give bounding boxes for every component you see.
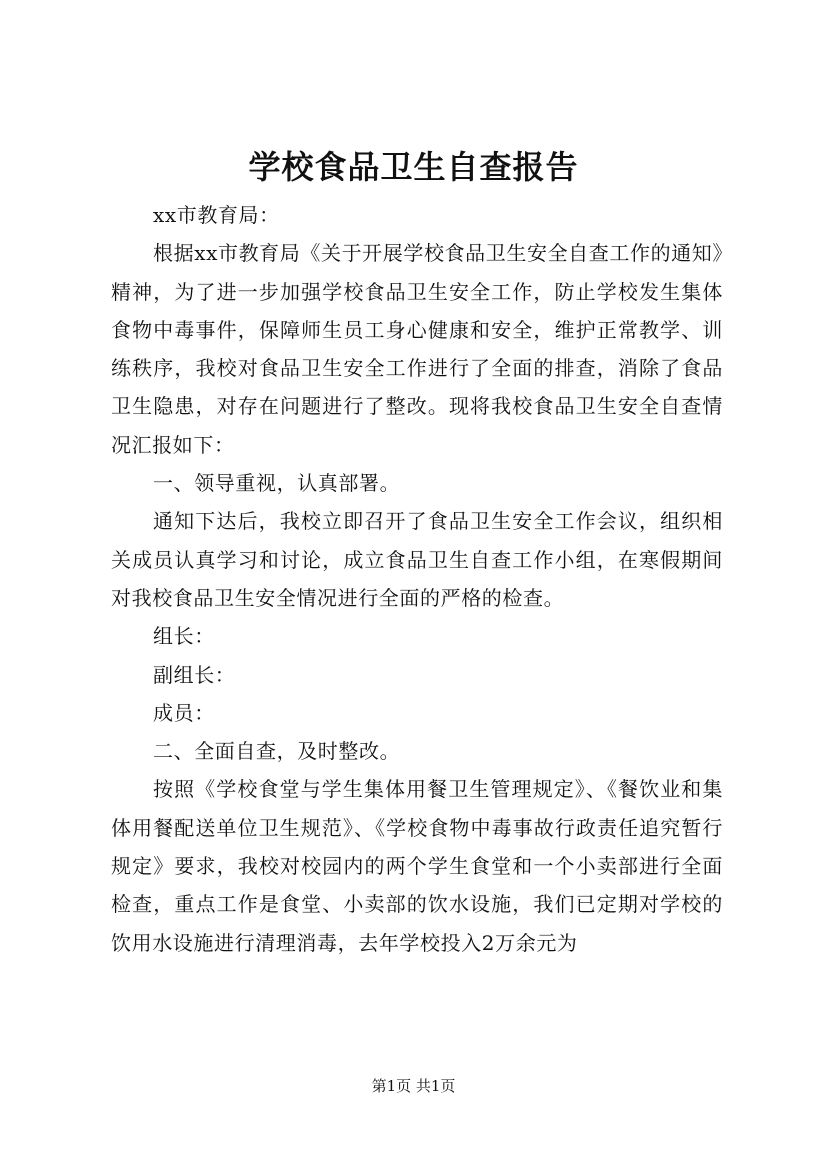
salutation-paragraph: xx市教育局： bbox=[153, 203, 280, 227]
team-members-line: 成员： bbox=[153, 700, 215, 725]
document-title: 学校食品卫生自查报告 bbox=[248, 148, 579, 186]
team-deputy-line: 副组长： bbox=[153, 662, 236, 687]
intro-paragraph: 根据xx市教育局《关于开展学校食品卫生安全自查工作的通知》精神，为了进一步加强学校食品卫生安全工作，防止学校发生集体食物中毒事件，保障师生员工身心健康和安全，维护正常教学、训练秩序，我校对食品卫生安全工作进行了全面的排查，消除了食品卫生隐患，对存在问题进行了整改。现将我校食品卫生安全自查情况汇报如下： bbox=[111, 241, 723, 457]
page-number-footer: 第1页 共1页 bbox=[371, 1077, 456, 1095]
body-paragraph: 通知下达后，我校立即召开了食品卫生安全工作会议，组织相关成员认真学习和讨论，成立食品卫生自查工作小组，在寒假期间对我校食品卫生安全情况进行全面的严格的检查。 bbox=[111, 509, 723, 610]
document-body bbox=[111, 196, 723, 962]
section-heading-2: 二、全面自查，及时整改。 bbox=[153, 739, 401, 764]
team-leader-line: 组长： bbox=[153, 624, 215, 649]
body-paragraph: 按照《学校食堂与学生集体用餐卫生管理规定》、《餐饮业和集体用餐配送单位卫生规范》、《学校食物中毒事故行政责任追究暂行规定》要求，我校对校园内的两个学生食堂和一个小卖部进行全面检查，重点工作是食堂、小卖部的饮水设施，我们已定期对学校的饮用水设施进行清理消毒，去年学校投入2万余元为 bbox=[111, 777, 723, 955]
section-heading-1: 一、领导重视，认真部署。 bbox=[153, 471, 401, 496]
